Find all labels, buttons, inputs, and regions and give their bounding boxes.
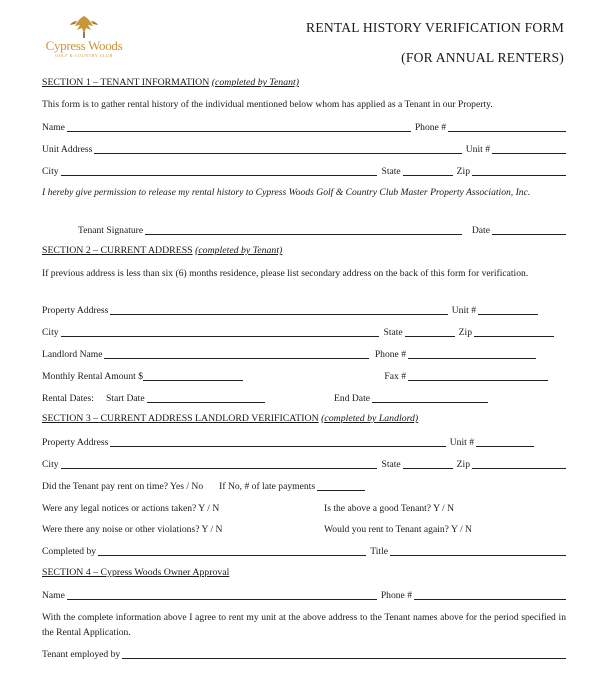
logo-tagline: GOLF & COUNTRY CLUB <box>55 53 113 58</box>
unit-field[interactable] <box>492 143 566 154</box>
state-field[interactable] <box>405 326 455 337</box>
zip-field[interactable] <box>472 458 566 469</box>
date-label: Date <box>471 225 490 236</box>
city-label: City <box>42 327 59 338</box>
section4-title: SECTION 4 – Cypress Woods Owner Approval <box>42 567 230 578</box>
phone-field[interactable] <box>448 121 566 132</box>
end-date-field[interactable] <box>372 392 488 403</box>
completed-by-field[interactable] <box>98 545 366 556</box>
section3-payment-row <box>42 478 566 492</box>
section1-name-row <box>42 119 566 133</box>
phone-label: Phone # <box>374 349 406 360</box>
section2-title: SECTION 2 – CURRENT ADDRESS <box>42 245 193 256</box>
section3-legal-row <box>42 500 566 514</box>
section2-rent-row <box>42 368 548 382</box>
city-field[interactable] <box>61 326 380 337</box>
logo-name: Cypress Woods <box>45 38 123 53</box>
unit-label: Unit # <box>465 144 490 155</box>
name-label: Name <box>42 122 65 133</box>
name-field[interactable] <box>67 121 411 132</box>
late-payments-label: If No, # of late payments <box>219 481 316 492</box>
section1-city-row <box>42 163 566 177</box>
employed-by-field[interactable] <box>122 648 566 659</box>
monthly-rent-field[interactable] <box>143 370 243 381</box>
zip-label: Zip <box>458 327 472 338</box>
section1-signature-row <box>78 222 566 236</box>
unit-label: Unit # <box>451 305 476 316</box>
section2-note: (completed by Tenant) <box>195 245 283 256</box>
zip-label: Zip <box>456 166 470 177</box>
section2-city-row <box>42 324 554 338</box>
owner-name-label: Name <box>42 590 65 601</box>
property-address-label: Property Address <box>42 305 109 316</box>
permission-statement: I hereby give permission to release my rental history to Cypress Woods Golf & Country Club Master Property Association, Inc. <box>42 187 531 198</box>
city-field[interactable] <box>61 165 378 176</box>
state-field[interactable] <box>403 165 453 176</box>
owner-agreement: With the complete information above I agree to rent my unit at the above address to the Tenant names above for the period specified in the Rental Application. <box>42 612 566 638</box>
pay-on-time-question: Did the Tenant pay rent on time? Yes / No <box>42 481 204 492</box>
zip-label: Zip <box>456 459 470 470</box>
section3-note: (completed by Landlord) <box>321 413 419 424</box>
city-field[interactable] <box>61 458 378 469</box>
section1-heading <box>42 77 299 88</box>
section1-address-row <box>42 141 566 155</box>
section2-landlord-row <box>42 346 536 360</box>
title-label: Title <box>370 546 388 557</box>
section3-title: SECTION 3 – CURRENT ADDRESS LANDLORD VERIFICATION <box>42 413 319 424</box>
state-field[interactable] <box>403 458 453 469</box>
property-address-field[interactable] <box>110 304 447 315</box>
section1-intro: This form is to gather rental history of the individual mentioned below whom has applied as a Tenant in our Property. <box>42 99 493 110</box>
landlord-name-field[interactable] <box>104 348 368 359</box>
property-address-label: Property Address <box>42 437 109 448</box>
end-date-label: End Date <box>334 393 370 404</box>
section2-heading <box>42 245 282 256</box>
section2-intro: If previous address is less than six (6) months residence, please list secondary address on the back of this form for verification. <box>42 268 529 279</box>
state-label: State <box>383 327 403 338</box>
form-subtitle: (FOR ANNUAL RENTERS) <box>401 50 564 65</box>
section3-city-row <box>42 456 566 470</box>
zip-field[interactable] <box>472 165 566 176</box>
start-date-field[interactable] <box>147 392 265 403</box>
section1-title: SECTION 1 – TENANT INFORMATION <box>42 77 210 88</box>
monthly-rent-label: Monthly Rental Amount $ <box>42 371 144 382</box>
tree-icon <box>44 12 124 40</box>
start-date-label: Start Date <box>105 393 145 404</box>
form-title: RENTAL HISTORY VERIFICATION FORM <box>306 20 564 35</box>
section3-noise-row <box>42 521 566 535</box>
section4-name-row <box>42 587 566 601</box>
late-payments-field[interactable] <box>317 480 365 491</box>
phone-label: Phone # <box>414 122 446 133</box>
title-field[interactable] <box>390 545 566 556</box>
section1-note: (completed by Tenant) <box>211 77 299 88</box>
owner-phone-field[interactable] <box>414 589 566 600</box>
section4-heading <box>42 567 229 578</box>
signature-field[interactable] <box>145 224 462 235</box>
section3-completed-row <box>42 543 566 557</box>
unit-label: Unit # <box>449 437 474 448</box>
owner-name-field[interactable] <box>67 589 377 600</box>
rental-dates-label: Rental Dates: <box>42 393 94 404</box>
good-tenant-question: Is the above a good Tenant? Y / N <box>324 503 455 514</box>
unit-address-field[interactable] <box>94 143 461 154</box>
noise-question: Were there any noise or other violations? Y / N <box>42 524 223 535</box>
zip-field[interactable] <box>474 326 554 337</box>
property-address-field[interactable] <box>110 436 445 447</box>
section4-employed-row <box>42 646 566 660</box>
city-label: City <box>42 166 59 177</box>
city-label: City <box>42 459 59 470</box>
phone-field[interactable] <box>408 348 536 359</box>
rent-again-question: Would you rent to Tenant again? Y / N <box>324 524 472 535</box>
signature-label: Tenant Signature <box>78 225 144 236</box>
completed-by-label: Completed by <box>42 546 97 557</box>
state-label: State <box>381 166 401 177</box>
state-label: State <box>381 459 401 470</box>
unit-field[interactable] <box>478 304 538 315</box>
section3-heading <box>42 413 418 424</box>
landlord-name-label: Landlord Name <box>42 349 103 360</box>
unit-field[interactable] <box>476 436 534 447</box>
date-field[interactable] <box>492 224 566 235</box>
legal-notices-question: Were any legal notices or actions taken? Y / N <box>42 503 220 514</box>
section3-property-row <box>42 434 534 448</box>
section2-property-row <box>42 302 538 316</box>
cypress-woods-logo <box>44 12 124 60</box>
fax-label: Fax # <box>384 371 406 382</box>
section2-dates-row <box>42 390 488 404</box>
unit-address-label: Unit Address <box>42 144 93 155</box>
owner-phone-label: Phone # <box>380 590 412 601</box>
fax-field[interactable] <box>408 370 548 381</box>
employed-by-label: Tenant employed by <box>42 649 121 660</box>
